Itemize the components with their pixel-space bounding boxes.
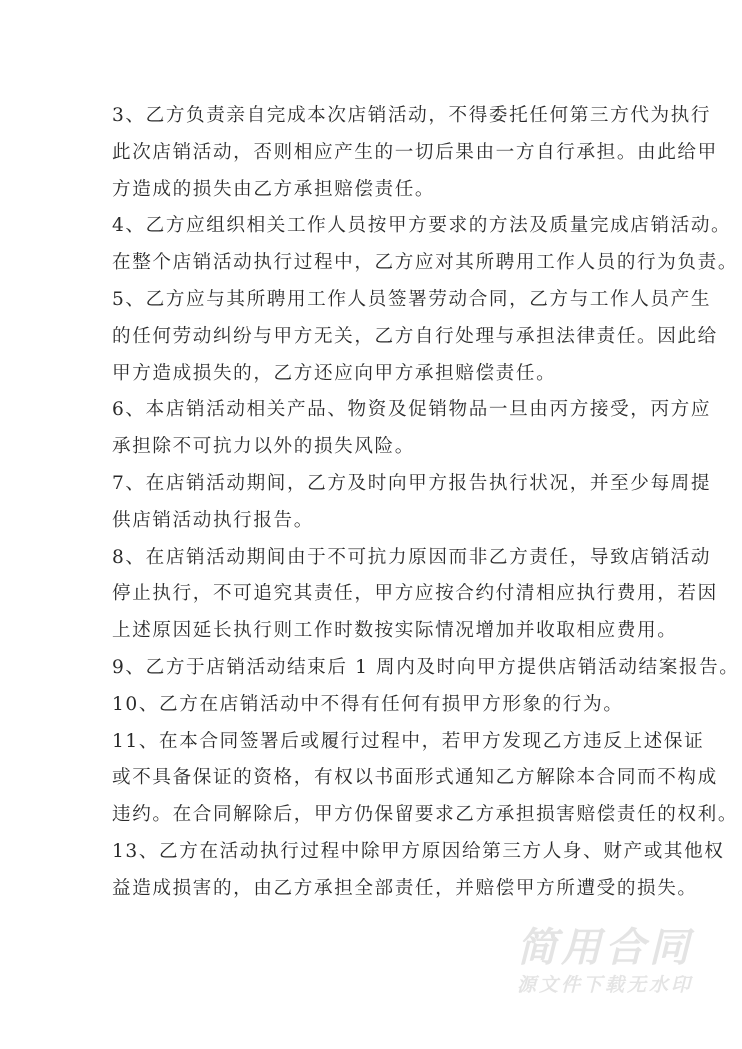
clause-5-line-2: 的任何劳动纠纷与甲方无关，乙方自行处理与承担法律责任。因此给 bbox=[112, 325, 718, 347]
contract-body bbox=[112, 98, 740, 908]
watermark-subtext: 源文件下载无水印 bbox=[516, 974, 693, 996]
clause-13-line-1: 13、乙方在活动执行过程中除甲方原因给第三方人身、财产或其他权 bbox=[112, 840, 725, 862]
clause-13-line-2: 益造成损害的，由乙方承担全部责任，并赔偿甲方所遭受的损失。 bbox=[112, 877, 698, 899]
clause-9-line-1: 9、乙方于店销活动结束后 1 周内及时向甲方提供店销活动结案报告。 bbox=[112, 656, 740, 678]
clause-8-line-1: 8、在店销活动期间由于不可抗力原因而非乙方责任，导致店销活动 bbox=[112, 546, 712, 568]
clause-4-line-2: 在整个店销活动执行过程中，乙方应对其所聘用工作人员的行为负责。 bbox=[112, 252, 739, 274]
clause-7-line-1: 7、在店销活动期间，乙方及时向甲方报告执行状况，并至少每周提 bbox=[112, 472, 712, 494]
watermark-logo-text: 简用合同 bbox=[517, 925, 693, 971]
clause-11-line-3: 违约。在合同解除后，甲方仍保留要求乙方承担损害赔偿责任的权利。 bbox=[112, 804, 739, 826]
clause-11-line-2: 或不具备保证的资格，有权以书面形式通知乙方解除本合同而不构成 bbox=[112, 767, 718, 789]
clause-7-line-2: 供店销活动执行报告。 bbox=[112, 509, 314, 531]
clause-3-line-3: 方造成的损失由乙方承担赔偿责任。 bbox=[112, 178, 436, 200]
clause-4-line-1: 4、乙方应组织相关工作人员按甲方要求的方法及质量完成店销活动。 bbox=[112, 215, 732, 237]
clause-8-line-3: 上述原因延长执行则工作时数按实际情况增加并收取相应费用。 bbox=[112, 620, 678, 642]
clause-6-line-2: 承担除不可抗力以外的损失风险。 bbox=[112, 436, 415, 458]
clause-5-line-1: 5、乙方应与其所聘用工作人员签署劳动合同，乙方与工作人员产生 bbox=[112, 288, 712, 310]
clause-5-line-3: 甲方造成损失的，乙方还应向甲方承担赔偿责任。 bbox=[112, 362, 557, 384]
watermark bbox=[505, 925, 705, 999]
clause-11-line-1: 11、在本合同签署后或履行过程中，若甲方发现乙方违反上述保证 bbox=[112, 730, 705, 752]
clause-10-line-1: 10、乙方在店销活动中不得有任何有损甲方形象的行为。 bbox=[112, 693, 624, 715]
clause-3-line-1: 3、乙方负责亲自完成本次店销活动，不得委托任何第三方代为执行 bbox=[112, 105, 712, 126]
clause-3-line-2: 此次店销活动，否则相应产生的一切后果由一方自行承担。由此给甲 bbox=[112, 141, 718, 163]
clause-6-line-1: 6、本店销活动相关产品、物资及促销物品一旦由丙方接受，丙方应 bbox=[112, 399, 712, 421]
clause-8-line-2: 停止执行，不可追究其责任，甲方应按合约付清相应执行费用，若因 bbox=[112, 583, 718, 605]
